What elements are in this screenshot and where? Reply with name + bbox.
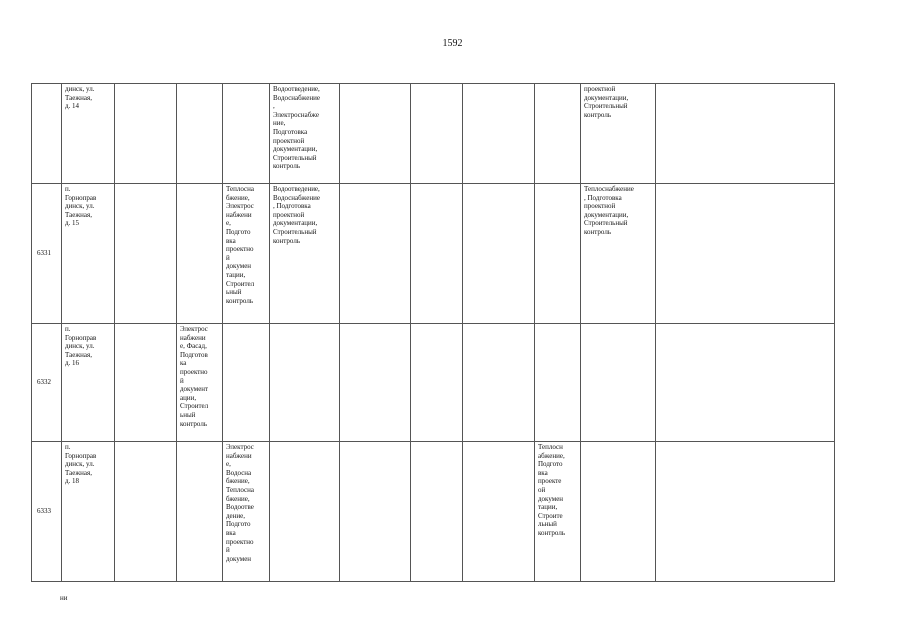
work-cell <box>340 324 411 442</box>
work-cell <box>463 84 535 184</box>
work-cell <box>115 442 177 582</box>
works-table <box>31 83 835 582</box>
work-cell <box>177 84 223 184</box>
work-cell: Электрос набжени е, Фасад, Подготов ка проектно й документ ации, Строител ьный контроль <box>177 324 223 442</box>
footer-note: ни <box>60 594 68 602</box>
work-cell <box>656 324 835 442</box>
work-cell <box>411 442 463 582</box>
work-cell <box>411 324 463 442</box>
work-cell: Водоотведение, Водоснабжение , Подготовка проектной документации, Строительный контроль <box>270 184 340 324</box>
work-cell: проектной документации, Строительный контроль <box>581 84 656 184</box>
table-row <box>32 184 835 324</box>
work-cell <box>177 442 223 582</box>
work-cell: Водоотведение, Водоснабжение , Электроснабже ние, Подготовка проектной документации, Строительный контроль <box>270 84 340 184</box>
row-number: 6331 <box>32 184 62 324</box>
address-cell: динск, ул. Таежная, д. 14 <box>62 84 115 184</box>
work-cell <box>535 84 581 184</box>
address-cell: п. Горноправ динск, ул. Таежная, д. 16 <box>62 324 115 442</box>
work-cell <box>115 324 177 442</box>
row-number: 6333 <box>32 442 62 582</box>
work-cell: Теплосн абжение, Подгото вка проекте ой докумен тации, Строите льный контроль <box>535 442 581 582</box>
work-cell <box>270 324 340 442</box>
work-cell <box>581 324 656 442</box>
table-row <box>32 324 835 442</box>
work-cell <box>463 184 535 324</box>
work-cell <box>115 84 177 184</box>
work-cell <box>656 84 835 184</box>
work-cell <box>535 324 581 442</box>
address-cell: п. Горноправ динск, ул. Таежная, д. 15 <box>62 184 115 324</box>
table-row <box>32 84 835 184</box>
work-cell <box>463 324 535 442</box>
work-cell <box>411 184 463 324</box>
work-cell: Электрос набжени е, Водосна бжение, Теплосна бжение, Водоотве дение, Подгото вка проектно й докумен <box>223 442 270 582</box>
work-cell <box>223 84 270 184</box>
address-cell: п. Горноправ динск, ул. Таежная, д. 18 <box>62 442 115 582</box>
work-cell <box>656 442 835 582</box>
work-cell <box>656 184 835 324</box>
work-cell: Теплосна бжение, Электрос набжени е, Подгото вка проектно й докумен тации, Строител ьный контроль <box>223 184 270 324</box>
work-cell <box>177 184 223 324</box>
work-cell <box>535 184 581 324</box>
work-cell <box>463 442 535 582</box>
work-cell <box>411 84 463 184</box>
work-cell <box>115 184 177 324</box>
work-cell <box>340 184 411 324</box>
row-number: 6332 <box>32 324 62 442</box>
work-cell <box>340 442 411 582</box>
work-cell <box>270 442 340 582</box>
row-number <box>32 84 62 184</box>
work-cell <box>581 442 656 582</box>
work-cell: Теплоснабжение , Подготовка проектной документации, Строительный контроль <box>581 184 656 324</box>
work-cell <box>340 84 411 184</box>
work-cell <box>223 324 270 442</box>
table-row <box>32 442 835 582</box>
page-number: 1592 <box>442 38 463 49</box>
